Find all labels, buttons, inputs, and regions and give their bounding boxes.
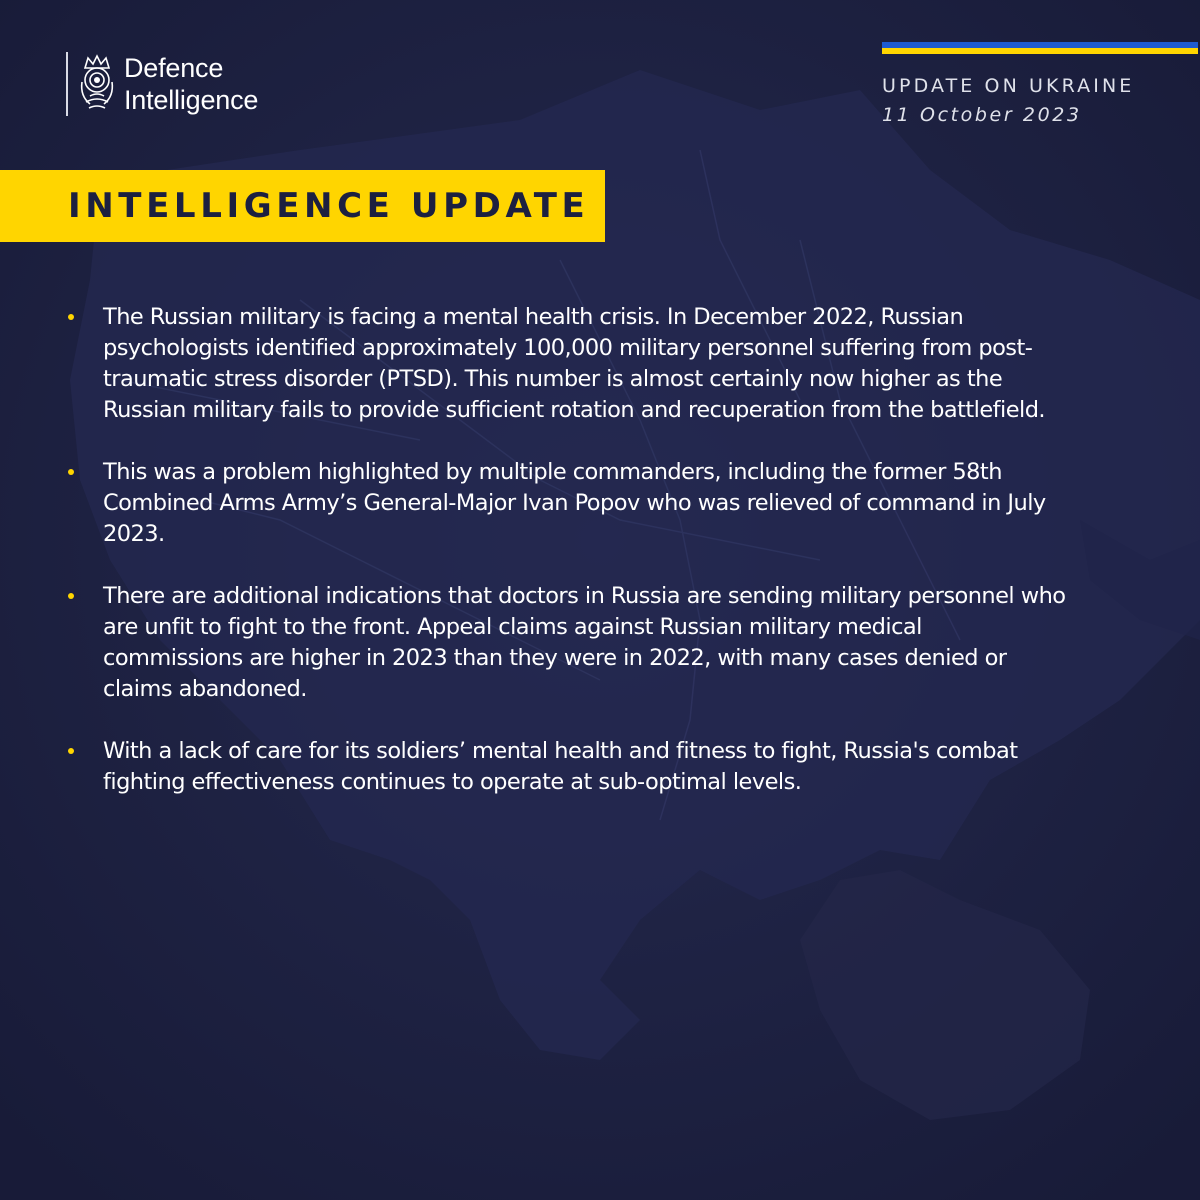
logo-divider [66,52,68,116]
brand-name-line2: Intelligence [124,85,259,115]
flag-yellow-band [882,48,1198,54]
bullet-list [66,302,1066,829]
bullet-text: This was a problem highlighted by multiple commanders, including the former 58th Combined Arms Army’s General-Major Ivan Popov who was relieved of command in July 2023. [103,459,1046,547]
intelligence-update-banner [0,170,605,242]
update-header [882,74,1134,128]
bullet-text: There are additional indications that doctors in Russia are sending military personnel who are unfit to fight to the front. Appeal claims against Russian military medical commissions are higher in 2023 than they were in 2022, with many cases denied or claims abandoned. [103,583,1066,702]
defence-intelligence-logo [66,52,258,116]
ukraine-flag-stripe [882,42,1198,54]
bullet-dot-icon [68,593,74,599]
bullet-dot-icon [68,469,74,475]
bullet-dot-icon [68,748,74,754]
update-date: 11 October 2023 [882,104,1082,126]
banner-title: INTELLIGENCE UPDATE [68,186,590,226]
bullet-item [66,736,1066,798]
update-on-label: UPDATE ON UKRAINE [882,75,1135,97]
bullet-item [66,581,1066,705]
bullet-text: With a lack of care for its soldiers’ mental health and fitness to fight, Russia's combat fighting effectiveness continues to operate at sub-optimal levels. [103,738,1018,795]
brand-name-line1: Defence [124,53,224,83]
bullet-item [66,302,1066,426]
bullet-text: The Russian military is facing a mental health crisis. In December 2022, Russian psychologists identified approximately 100,000 military personnel suffering from post-traumatic stress disorder (PTSD). This number is almost certainly now higher as the Russian military fails to provide sufficient rotation and recuperation from the battlefield. [103,304,1046,423]
bullet-dot-icon [68,314,74,320]
royal-crest-icon [76,52,118,116]
brand-name [124,52,258,116]
bullet-item [66,457,1066,550]
